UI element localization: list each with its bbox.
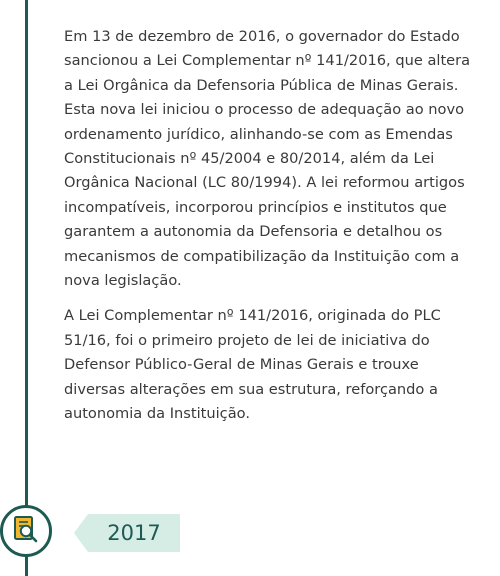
- timeline-entry-content: [64, 25, 476, 438]
- year-label-pointer: [74, 514, 88, 552]
- timeline-marker: [0, 505, 52, 557]
- paragraph-lc-141-sanction: Em 13 de dezembro de 2016, o governador do Estado sancionou a Lei Complementar nº 141/2016, que altera a Lei Orgânica da Defensoria Pública de Minas Gerais. Esta nova lei iniciou o processo de adequação ao novo ordenamento jurídico, alinhando-se com as Emendas Constitucionais nº 45/2004 e 80/2014, além da Lei Orgânica Nacional (LC 80/1994). A lei reformou artigos incompatíveis, incorporou princípios e institutos que garantem a autonomia da Defensoria e detalhou os mecanismos de compatibilização da Instituição com a nova legislação.: [64, 28, 471, 290]
- paragraph-lc-141-origin: A Lei Complementar nº 141/2016, originada do PLC 51/16, foi o primeiro projeto de lei de iniciativa do Defensor Público-Geral de Minas Gerais e trouxe diversas alterações em sua estrutura, reforçando a autonomia da Instituição.: [64, 307, 441, 423]
- timeline-year-label: 2017: [88, 514, 180, 552]
- timeline-line: [25, 0, 28, 576]
- document-search-icon: [11, 514, 41, 548]
